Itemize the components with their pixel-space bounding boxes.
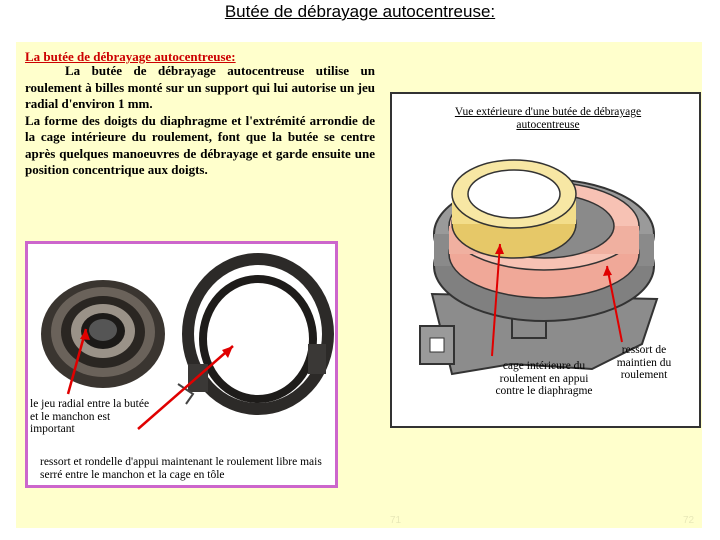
paragraph-1: La butée de débrayage autocentreuse utilise un roulement à billes monté sur un support qui lui autorise un jeu radial d'environ 1 mm. (25, 63, 375, 111)
page-number-right: 72 (683, 515, 695, 526)
body-text (25, 63, 375, 179)
label-cage-interieure: cage intérieure du roulement en appui contre le diaphragme (495, 360, 593, 397)
label-ressort-maintien: ressort de maintien du roulement (616, 344, 672, 381)
bearing-diagram (390, 92, 701, 428)
paragraph-2: La forme des doigts du diaphragme et l'extrémité arrondie de la cage intérieure du roulement, font que la butée se centre après quelques manoeuvres de débrayage et garde ensuite une position concentrique aux doigts. (25, 112, 375, 177)
page-number-left: 71 (390, 515, 402, 526)
label-ressort-rondelle: ressort et rondelle d'appui maintenant le roulement libre mais serré entre le manchon et la cage en tôle (40, 456, 322, 481)
section-heading: La butée de débrayage autocentreuse: (25, 49, 236, 64)
diagram-title: Vue extérieure d'une butée de débrayage autocentreuse (454, 106, 642, 131)
label-jeu-radial: le jeu radial entre la butée et le manchon est important (30, 398, 150, 435)
bearing-photo-drawing (28, 244, 338, 488)
bearing-photo (25, 241, 338, 488)
slide-title: Butée de débrayage autocentreuse: (224, 2, 496, 21)
